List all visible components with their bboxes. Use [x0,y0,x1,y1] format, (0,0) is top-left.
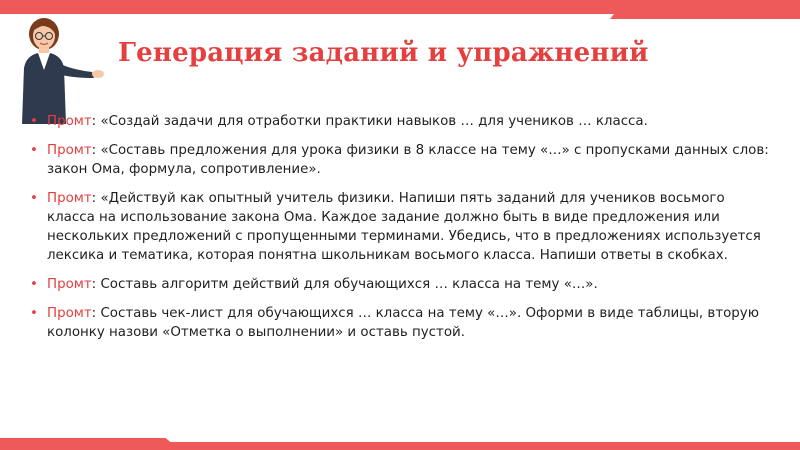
prompt-label: Промт [47,143,92,158]
prompt-item [30,141,770,179]
prompt-text: : «Составь предложения для урока физики в 8 классе на тему «…» с пропусками данных слов: закон Ома, формула, сопротивление». [47,143,769,177]
bullet-dot-icon: • [30,277,38,292]
bullet-dot-icon: • [30,306,38,321]
bullet-dot-icon: • [30,191,38,206]
bullet-dot-icon: • [30,143,38,158]
slide-title: Генерация заданий и упражнений [118,38,649,68]
prompt-text: : Составь чек-лист для обучающихся … класса на тему «…». Оформи в виде таблицы, вторую колонку назови «Отметка о выполнении» и оставь пустой. [47,306,760,340]
bullet-dot-icon: • [30,114,38,129]
prompt-label: Промт [47,191,92,206]
prompt-item [30,275,770,294]
prompt-text: : «Действуй как опытный учитель физики. Напиши пять заданий для учеников восьмого класса на использование закона Ома. Каждое задание должно быть в виде предложения или нескольких предложений с пропущенными терминами. Убедись, что в предложениях используется лексика и тематика, которая понятна школьникам восьмого класса. Напиши ответы в скобках. [47,191,761,263]
prompt-item [30,112,770,131]
prompt-label: Промт [47,114,92,129]
top-decor-bar [0,0,800,19]
prompt-list [30,112,770,352]
prompt-label: Промт [47,306,92,321]
teacher-illustration [8,12,118,124]
prompt-item [30,189,770,265]
prompt-text: : «Создай задачи для отработки практики навыков … для учеников … класса. [91,114,648,129]
prompt-label: Промт [47,277,92,292]
top-red-notch [610,0,800,19]
prompt-item [30,304,770,342]
prompt-text: : Составь алгоритм действий для обучающихся … класса на тему «…». [91,277,598,292]
bottom-red-notch [0,438,180,450]
bottom-decor-bar [0,442,800,450]
